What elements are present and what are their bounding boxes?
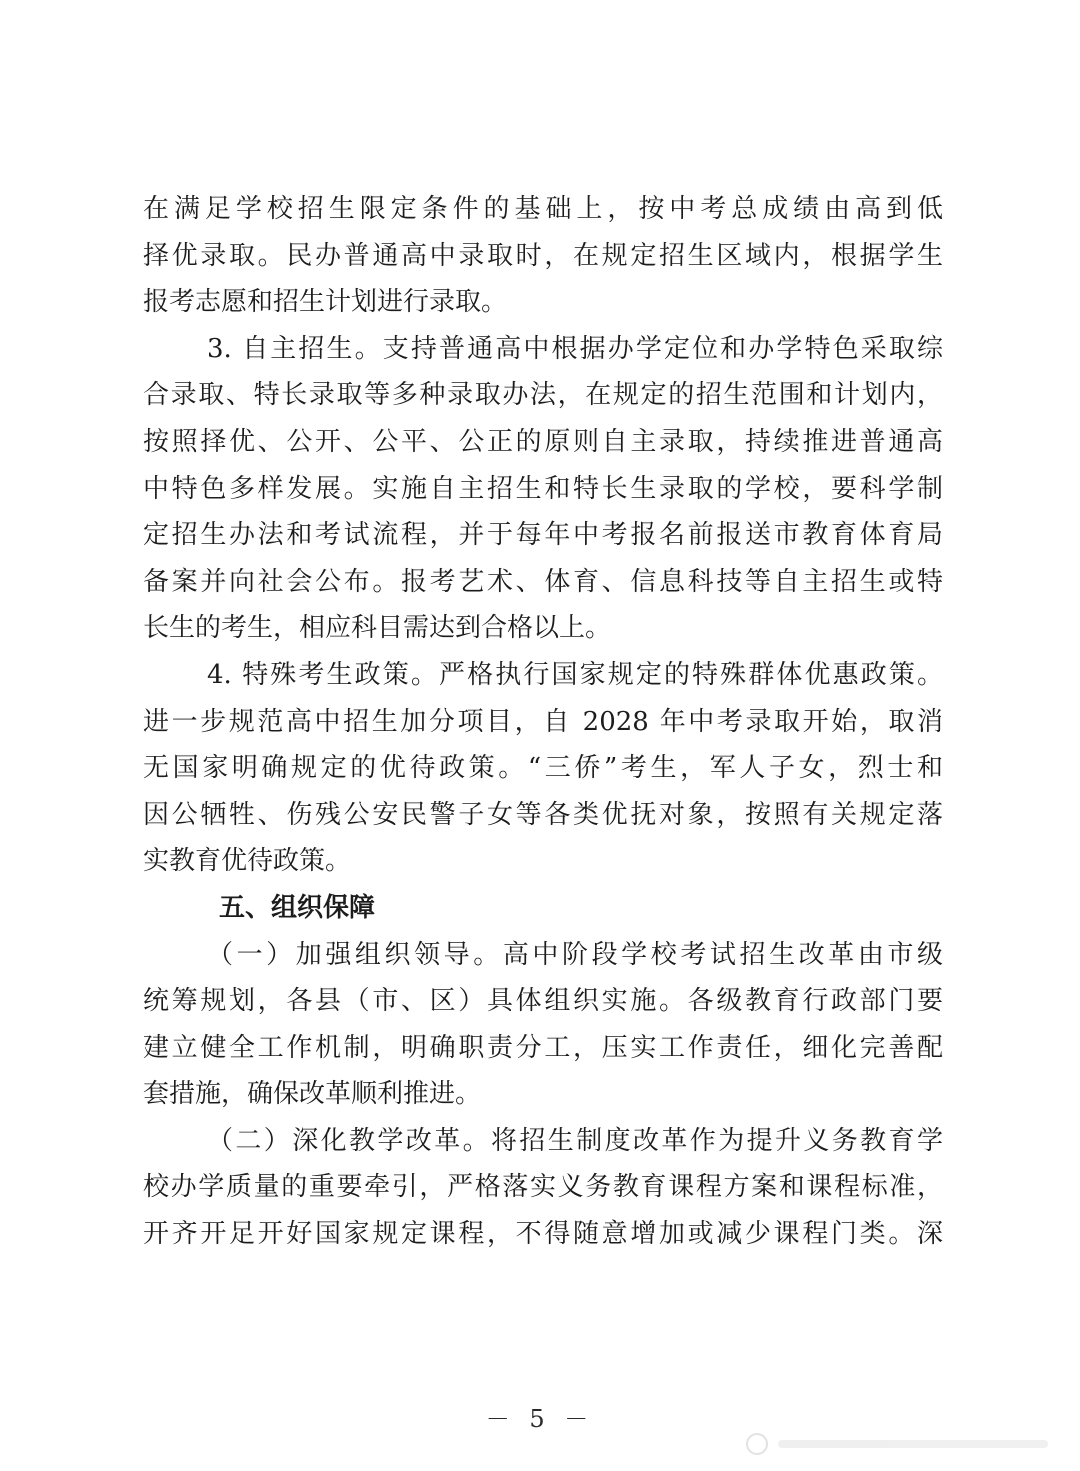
text-line: 择优录取。民办普通高中录取时，在规定招生区域内，根据学生 [143,240,943,271]
text-line: 校办学质量的重要牵引，严格落实义务教育课程方案和课程标准， [143,1172,943,1203]
text-line: 定招生办法和考试流程，并于每年中考报名前报送市教育体育局 [143,520,943,551]
text-line: 套措施，确保改革顺利推进。 [143,1079,482,1110]
text-line: 进一步规范高中招生加分项目，自 2028 年中考录取开始，取消 [143,706,943,737]
watermark-bar [778,1440,1048,1448]
text-line: 在满足学校招生限定条件的基础上，按中考总成绩由高到低 [143,194,943,224]
paragraph-start-line: （一）加强组织领导。高中阶段学校考试招生改革由市级 [207,939,943,970]
text-line: 长生的考生，相应科目需达到合格以上。 [143,613,612,644]
section-heading: 五、组织保障 [219,892,376,923]
text-line: 报考志愿和招生计划进行录取。 [143,287,508,318]
text-line: 中特色多样发展。实施自主招生和特长生录取的学校，要科学制 [143,473,943,504]
text-line: 因公牺牲、伤残公安民警子女等各类优抚对象，按照有关规定落 [143,799,943,830]
text-line: 按照择优、公开、公平、公正的原则自主录取，持续推进普通高 [143,426,943,457]
text-line: 建立健全工作机制，明确职责分工，压实工作责任，细化完善配 [143,1032,943,1063]
text-line: 实教育优待政策。 [143,846,352,877]
logo-watermark-icon [746,1433,768,1455]
text-line: 无国家明确规定的优待政策。“三侨”考生，军人子女，烈士和 [143,753,943,784]
text-line: 开齐开足开好国家规定课程，不得随意增加或减少课程门类。深 [143,1219,943,1250]
text-line: 统筹规划，各县（市、区）具体组织实施。各级教育行政部门要 [143,986,943,1017]
watermark [746,1427,1066,1461]
text-line: 备案并向社会公布。报考艺术、体育、信息科技等自主招生或特 [143,566,943,597]
body-text [143,186,943,1258]
paragraph-start-line: （二）深化教学改革。将招生制度改革作为提升义务教育学 [207,1125,943,1156]
paragraph-start-line: 4. 特殊考生政策。严格执行国家规定的特殊群体优惠政策。 [207,659,943,690]
page-number: － 5 － [485,1405,595,1433]
paragraph-start-line: 3. 自主招生。支持普通高中根据办学定位和办学特色采取综 [207,333,943,364]
text-line: 合录取、特长录取等多种录取办法，在规定的招生范围和计划内， [143,380,943,411]
